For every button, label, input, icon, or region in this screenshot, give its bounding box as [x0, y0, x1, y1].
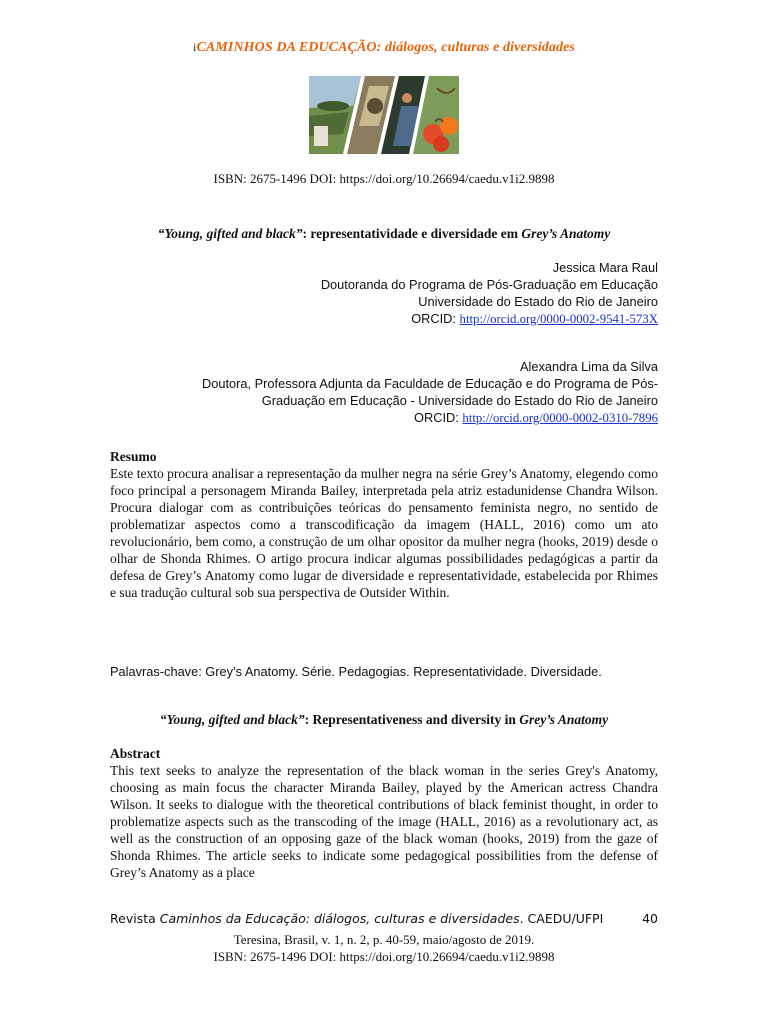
footer-journal-name: Caminhos da Educação: diálogos, culturas e diversidades [159, 911, 520, 926]
page-number: 40 [642, 911, 658, 926]
resumo-heading: Resumo [110, 449, 157, 464]
abstract-section [110, 745, 658, 881]
author-affiliation-line: Graduação em Educação - Universidade do Estado do Rio de Janeiro [261, 393, 658, 408]
title-en-rest: : Representativeness and diversity in [304, 712, 520, 727]
footer-citation [0, 931, 768, 965]
orcid-link[interactable]: http://orcid.org/0000-0002-0310-7896 [462, 411, 658, 425]
author-orcid [321, 310, 658, 328]
orcid-label: ORCID: [411, 311, 460, 326]
title-en-quote: “Young, gifted and black” [159, 712, 305, 727]
author-block-1 [321, 259, 658, 328]
keywords-pt: Palavras-chave: Grey’s Anatomy. Série. Pedagogias. Representatividade. Diversidade. [110, 664, 602, 679]
resumo-text: Este texto procura analisar a representação da mulher negra na série Grey’s Anatomy, elegendo como foco principal a personagem Miranda Bailey, interpretada pela atriz estadunidense Chandra Wilson. Procura dialogar com as contribuições teóricas do pensamento feminista negro, no sentido de problematizar aspectos como a transcodificação da imagem (HALL, 2016) como um ato revolucionário, bem como, a construção de um olhar opositor da mulher negra (hooks, 2019) desde o olhar de Shonda Rhimes. O artigo procura indicar algumas possibilidades pedagógicas a partir da defesa de Grey’s Anatomy como lugar de diversidade e representatividade, estabelecida por Rhimes e sua tradução cultural sob sua perspectiva de Outsider Within. [110, 466, 658, 600]
author-affiliation-line: Doutoranda do Programa de Pós-Graduação em Educação [320, 277, 658, 292]
journal-name: CAMINHOS DA EDUCAÇÃO: diálogos, culturas e diversidades [196, 40, 575, 55]
footer-volume-line: Teresina, Brasil, v. 1, n. 2, p. 40-59, maio/agosto de 2019. [233, 932, 535, 947]
article-title-en [0, 712, 768, 728]
journal-banner-image [309, 76, 459, 154]
title-pt-show: Grey’s Anatomy [521, 226, 611, 241]
footer-suffix: . CAEDU/UFPI [519, 911, 604, 926]
orcid-label: ORCID: [414, 410, 463, 425]
title-en-show: Grey’s Anatomy [519, 712, 609, 727]
article-title-pt [0, 226, 768, 242]
footer-journal-line [110, 911, 658, 926]
author-affiliation-line: Doutora, Professora Adjunta da Faculdade de Educação e do Programa de Pós- [202, 376, 658, 391]
author-block-2 [138, 358, 658, 427]
journal-header-title [0, 40, 768, 56]
footer-revista: Revista [110, 911, 160, 926]
abstract-text: This text seeks to analyze the representation of the black woman in the series Grey's Anatomy, choosing as main focus the character Miranda Bailey, played by the American actress Chandra Wilson. It seeks to dialogue with the theoretical contributions of black feminist thought, in order to problematize aspects such as the transcoding of the image (HALL, 2016) as a revolutionary act, as well as the construction of an opposing gaze of the black woman (hooks, 2019) from the gaze of Shonda Rhimes. The article seeks to indicate some pedagogical possibilities from the defense of Grey’s Anatomy as a place [110, 763, 658, 880]
author-name: Jessica Mara Raul [552, 260, 658, 275]
isbn-doi-header: ISBN: 2675-1496 DOI: https://doi.org/10.26694/caedu.v1i2.9898 [213, 171, 555, 186]
author-affiliation-line: Universidade do Estado do Rio de Janeiro [418, 294, 658, 309]
author-orcid [138, 409, 658, 427]
header-prefix: i [193, 40, 197, 54]
footer-isbn-line: ISBN: 2675-1496 DOI: https://doi.org/10.26694/caedu.v1i2.9898 [213, 949, 555, 964]
title-pt-rest: : representatividade e diversidade em [302, 226, 522, 241]
abstract-heading: Abstract [110, 746, 161, 761]
title-pt-quote: “Young, gifted and black” [157, 226, 303, 241]
author-name: Alexandra Lima da Silva [520, 359, 658, 374]
resumo-section [110, 448, 658, 601]
orcid-link[interactable]: http://orcid.org/0000-0002-9541-573X [459, 312, 658, 326]
